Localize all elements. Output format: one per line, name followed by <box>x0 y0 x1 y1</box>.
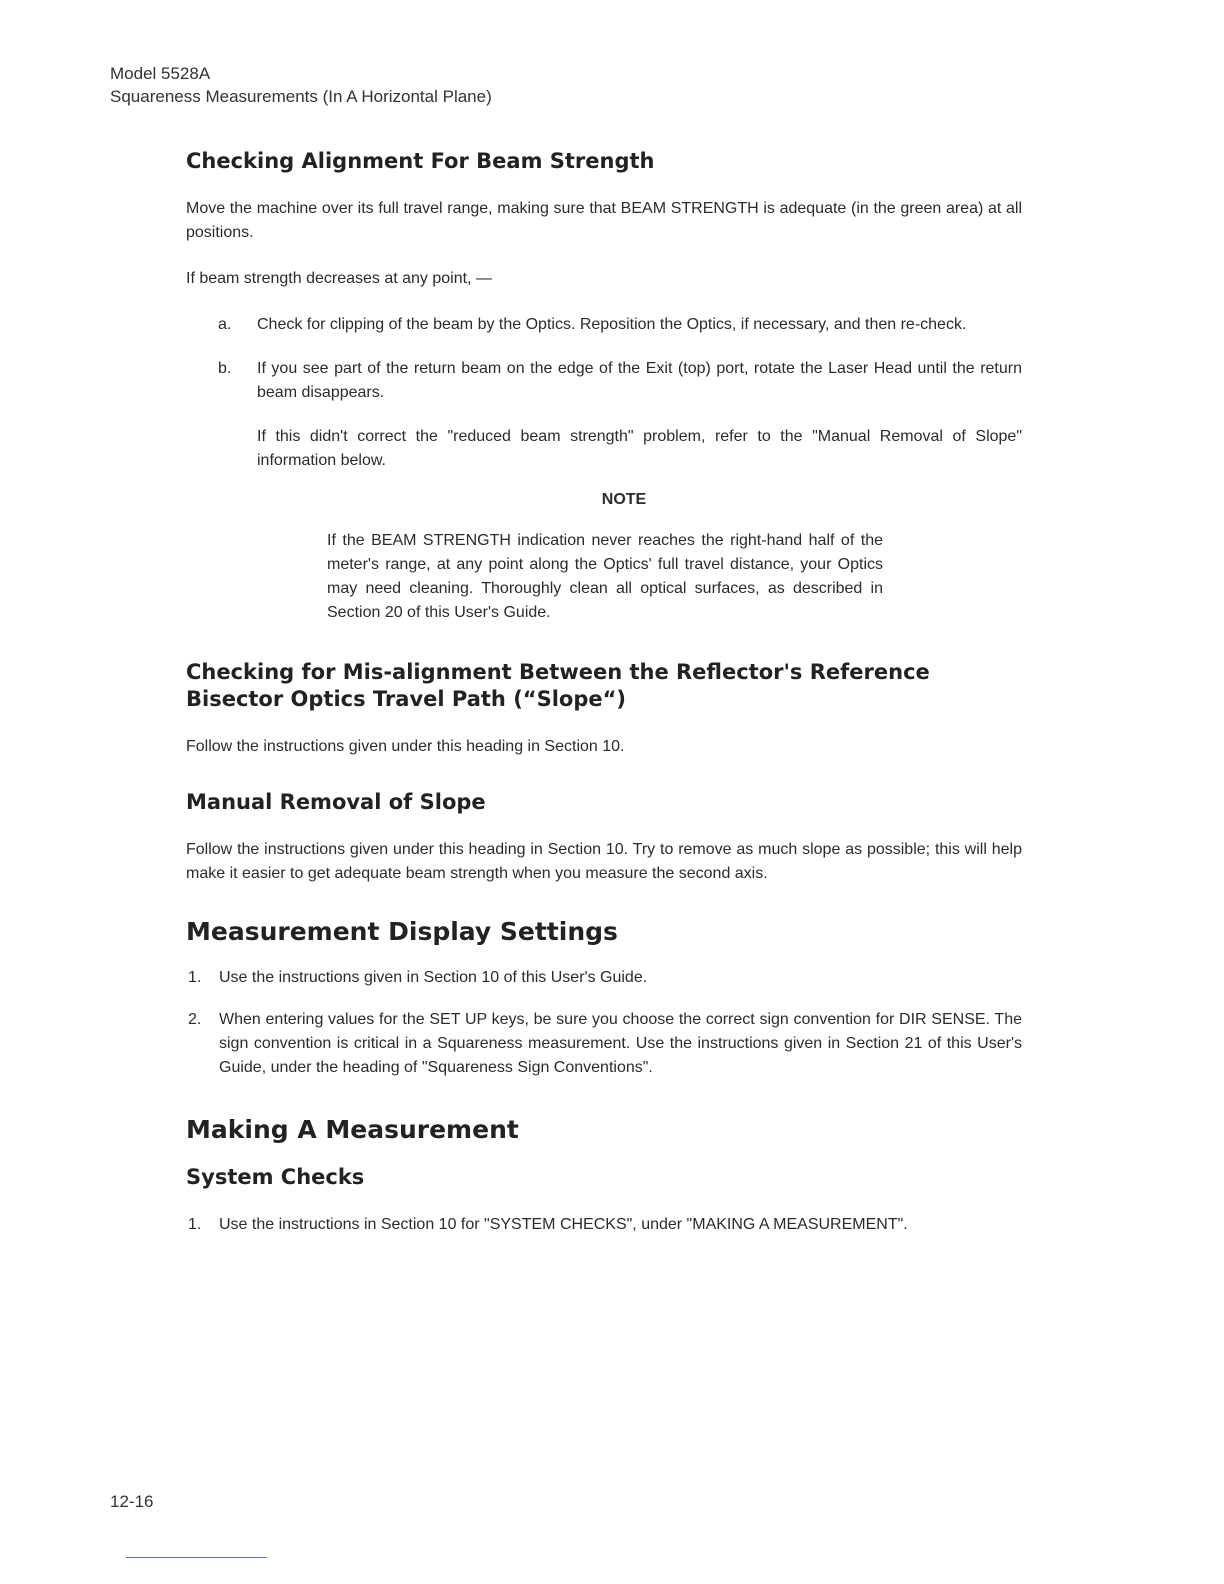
list-item <box>186 1008 1022 1080</box>
beam-strength-para-2: If beam strength decreases at any point, — <box>186 270 492 287</box>
list-item-text: Use the instructions given in Section 10 of this User's Guide. <box>219 969 648 986</box>
beam-strength-section <box>186 148 1022 625</box>
list-marker: 2. <box>188 1011 202 1028</box>
list-marker: 1. <box>188 969 202 986</box>
beam-strength-para-1: Move the machine over its full travel range, making sure that BEAM STRENGTH is adequate (in the green area) at all positions. <box>186 200 1022 241</box>
display-settings-section <box>186 916 1022 1080</box>
note-title: NOTE <box>601 491 647 508</box>
display-settings-heading: Measurement Display Settings <box>186 917 618 946</box>
running-header <box>110 62 492 108</box>
manual-removal-para: Follow the instructions given under this heading in Section 10. Try to remove as much slope as possible; this will help make it easier to get adequate beam strength when you measure the second axis. <box>186 841 1022 882</box>
list-item <box>186 1213 1022 1237</box>
list-item <box>186 313 1022 337</box>
list-item-text: If you see part of the return beam on the edge of the Exit (top) port, rotate the Laser Head until the return beam disappears. <box>257 360 1022 401</box>
list-marker: a. <box>218 316 232 333</box>
footer-rule <box>126 1557 267 1558</box>
list-item <box>186 357 1022 405</box>
main-content <box>186 148 1022 1255</box>
manual-removal-section <box>186 789 1022 886</box>
misalignment-heading: Checking for Mis-alignment Between the Reflector's Reference Bisector Optics Travel Path (“Slope“) <box>186 660 930 711</box>
beam-strength-heading: Checking Alignment For Beam Strength <box>186 149 655 173</box>
list-item <box>186 966 1022 990</box>
list-item-text: Use the instructions in Section 10 for "SYSTEM CHECKS", under "MAKING A MEASUREMENT". <box>219 1216 908 1233</box>
list-marker: b. <box>218 360 232 377</box>
system-checks-steps <box>186 1213 1022 1237</box>
misalignment-para: Follow the instructions given under this heading in Section 10. <box>186 738 625 755</box>
list-marker: 1. <box>188 1216 202 1233</box>
list-item-text: When entering values for the SET UP keys, be sure you choose the correct sign convention for DIR SENSE. The sign convention is critical in a Squareness measurement. Use the instructions given in Section 21 of this User's Guide, under the heading of "Squareness Sign Conventions". <box>219 1011 1022 1076</box>
manual-removal-heading: Manual Removal of Slope <box>186 790 486 814</box>
misalignment-section <box>186 659 1022 759</box>
system-checks-heading: System Checks <box>186 1165 365 1189</box>
section-title: Squareness Measurements (In A Horizontal Plane) <box>110 87 492 106</box>
beam-strength-followup: If this didn't correct the "reduced beam strength" problem, refer to the "Manual Removal of Slope" information below. <box>257 428 1022 469</box>
display-settings-steps <box>186 966 1022 1080</box>
model-label: Model 5528A <box>110 64 211 83</box>
making-measurement-heading: Making A Measurement <box>186 1115 519 1144</box>
note-body: If the BEAM STRENGTH indication never reaches the right-hand half of the meter's range, at any point along the Optics' full travel distance, your Optics may need cleaning. Thoroughly clean all optical surfaces, as described in Section 20 of this User's Guide. <box>327 532 883 621</box>
making-measurement-section <box>186 1114 1022 1237</box>
beam-strength-steps <box>186 313 1022 405</box>
page-number: 12-16 <box>110 1492 154 1511</box>
list-item-text: Check for clipping of the beam by the Optics. Reposition the Optics, if necessary, and then re-check. <box>257 316 967 333</box>
